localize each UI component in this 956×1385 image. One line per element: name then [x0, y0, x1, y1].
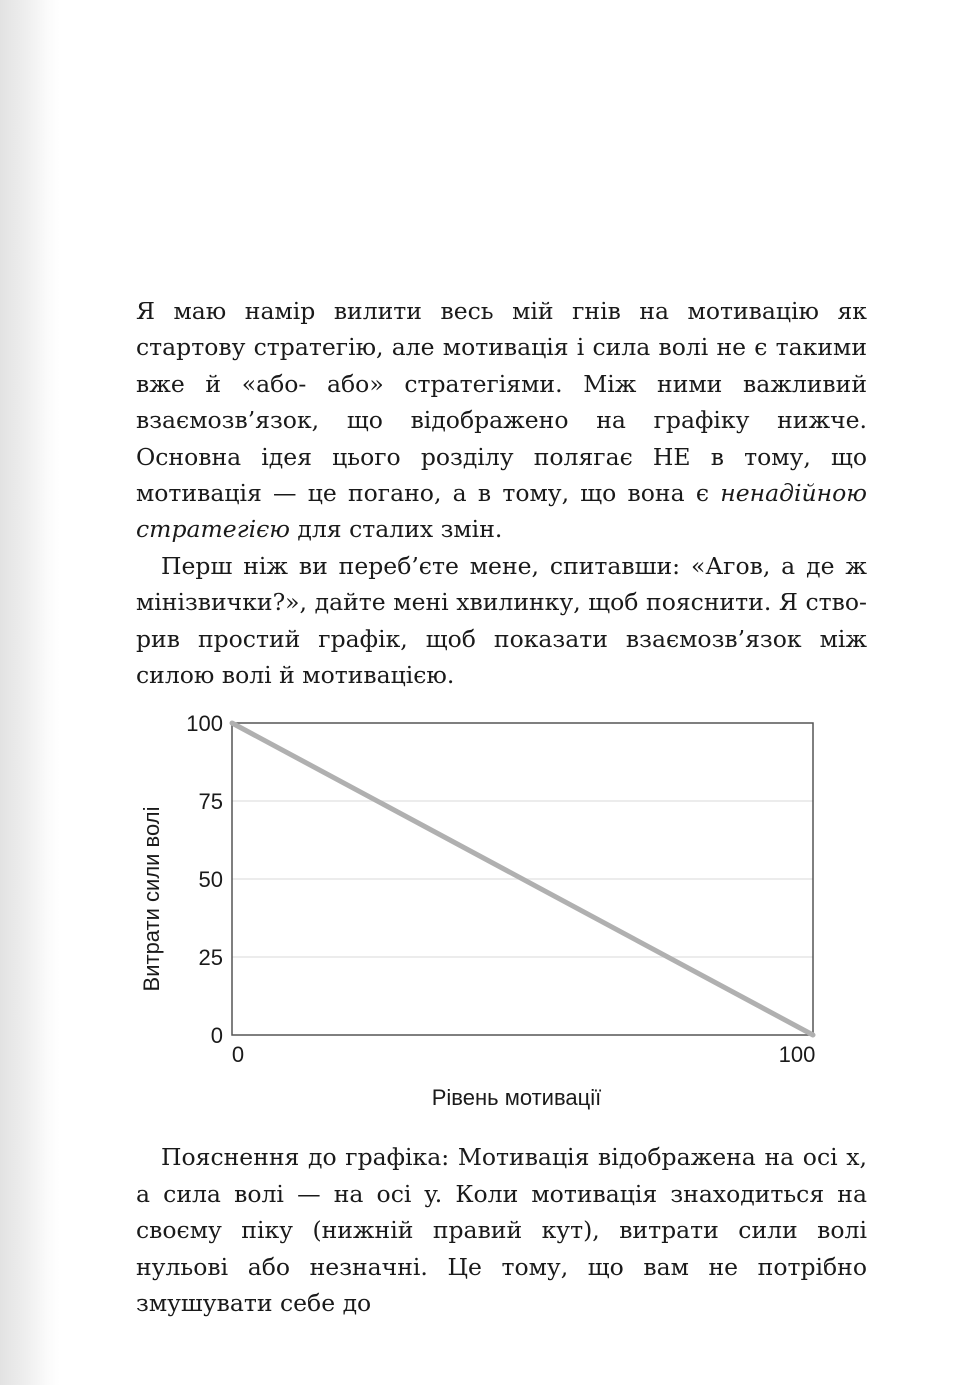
text-line: піку (нижній правий кут), витрати сили волі нульові або [136, 1216, 867, 1281]
text-line: волі й мотивацією. [221, 661, 455, 690]
x-tick-label: 0 [231, 1042, 245, 1068]
willpower-motivation-chart [136, 693, 867, 1139]
y-tick-label: 50 [198, 867, 223, 893]
y-tick-label: 100 [186, 711, 223, 737]
y-axis-label: Витрати сили волі [139, 806, 164, 992]
emphasis-text: ненадійною стратегією [136, 479, 867, 544]
x-axis-ticks [232, 1042, 815, 1067]
book-page [136, 293, 867, 1322]
text-line: для сталих змін. [289, 515, 503, 544]
text-line: а сила волі — на осі y. Коли мотивація знаходиться на своєму [136, 1179, 867, 1245]
y-axis-ticks [186, 711, 223, 1048]
text-line: Я маю намір вилити весь мій гнів на мотивацію як стартову [136, 297, 867, 362]
text-line: або» стратегіями. Між ними важливий взаємозв’язок, що [136, 369, 867, 435]
text-line: відображено на графіку нижче. Основна ідея цього розділу [136, 406, 867, 471]
x-tick-label: 100 [778, 1042, 816, 1068]
text-line: вона є [627, 479, 721, 508]
y-tick-label: 75 [198, 789, 223, 815]
y-tick-label: 0 [210, 1023, 223, 1049]
text-line: Перш ніж ви переб’єте мене, спитавши: «Агов, а де ж [161, 551, 867, 580]
y-tick-label: 25 [198, 945, 223, 971]
page-spine-shadow [0, 0, 60, 1385]
paragraph-intro [136, 293, 867, 548]
text-line: Пояснення до графіка: Мотивація відображена на осі x, [161, 1143, 867, 1172]
text-line: незначні. Це тому, що вам не потрібно змушувати себе до [136, 1252, 867, 1318]
chart-svg [136, 693, 867, 1139]
x-axis-label: Рівень мотивації [431, 1085, 602, 1111]
text-line: стратегію, але мотивація і сила волі не є такими вже й «або- [136, 333, 867, 398]
text-line: мінізвички?», дайте мені хвилинку, щоб пояснити. Я ство- [136, 588, 867, 617]
paragraph-explain [136, 548, 867, 694]
paragraph-chart-caption [136, 1139, 867, 1321]
text-line: полягає НЕ в тому, що мотивація — це погано, а в тому, що [136, 442, 867, 508]
text-line: рив простий графік, щоб показати взаємозв’язок між силою [136, 624, 867, 690]
